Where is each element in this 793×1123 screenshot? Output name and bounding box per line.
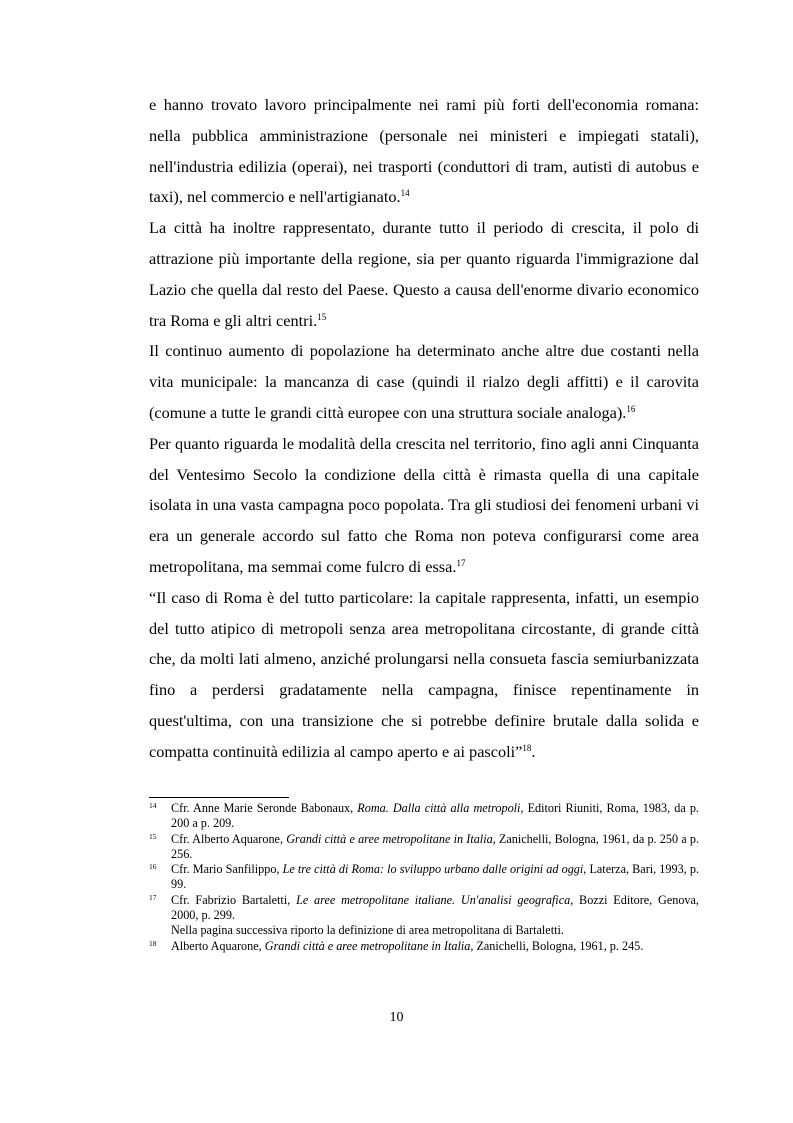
cited-title: Roma. Dalla città alla metropoli,	[357, 801, 524, 815]
cited-title: Grandi città e aree metropolitane in Italia,	[264, 938, 474, 953]
footnote: 15 Cfr. Alberto Aquarone, Grandi città e aree metropolitane in Italia, Zanichelli, Bologna, 1961, da p. 250 a p. 256.	[149, 832, 699, 863]
footnote: 17 Cfr. Fabrizio Bartaletti, Le aree metropolitane italiane. Un'analisi geografica, Bozzi Editore, Genova, 2000, p. 299.	[149, 893, 699, 924]
footnote-number: 18	[149, 938, 157, 948]
body-text	[149, 90, 699, 768]
cited-title: Grandi città e aree metropolitane in Italia	[286, 831, 493, 846]
footnote-number: 17	[149, 892, 157, 902]
footnote-continuation: Nella pagina successiva riporto la definizione di area metropolitana di Bartaletti.	[171, 923, 564, 938]
paragraph-quote: “Il caso di Roma è del tutto particolare: la capitale rappresenta, infatti, un esempio del tutto atipico di metropoli senza area metropolitana circostante, di grande città che, da molti lati almeno, anziché prolungarsi nella consueta fascia semiurbanizzata fino a perdersi gradatamente nella campagna, finisce repentinamente in quest'ultima, con una transizione che si potrebbe definire brutale dalla solida e compatta continuità edilizia al campo aperto e ai pascoli”$^{18}$.	[149, 587, 699, 761]
cited-title: Le tre città di Roma: lo sviluppo urbano dalle origini ad oggi,	[282, 862, 587, 877]
paragraph: Per quanto riguarda le modalità della crescita nel territorio, fino agli anni Cinquanta del Ventesimo Secolo la condizione della città è rimasta quella di una capitale isolata in una vasta campagna poco popolata. Tra gli studiosi dei fenomeni urbani vi era un generale accordo sul fatto che Roma non poteva configurarsi come area metropolitana, ma semmai come fulcro di essa.$^{17}$	[149, 433, 699, 576]
paragraph: Il continuo aumento di popolazione ha determinato anche altre due costanti nella vita municipale: la mancanza di case (quindi il rialzo degli affitti) e il carovita (comune a tutte le grandi città europee con una struttura sociale analoga).$^{16}$	[149, 341, 699, 422]
footnote-ref[interactable]: 15	[317, 311, 327, 322]
footnote-divider	[149, 797, 289, 798]
footnote: 14 Cfr. Anne Marie Seronde Babonaux, Roma. Dalla città alla metropoli, Editori Riuniti, Roma, 1983, da p. 200 a p. 209.	[149, 801, 699, 832]
footnote-ref[interactable]: 18	[522, 742, 532, 753]
footnote-number: 14	[149, 801, 157, 810]
paragraph: La città ha inoltre rappresentato, durante tutto il periodo di crescita, il polo di attrazione più importante della regione, sia per quanto riguarda l'immigrazione dal Lazio che quella dal resto del Paese. Questo a causa dell'enorme divario economico tra Roma e gli altri centri.$^{15}$	[149, 218, 699, 330]
paragraph: e hanno trovato lavoro principalmente nei rami più forti dell'economia romana: nella pubblica amministrazione (personale nei ministeri e impiegati statali), nell'industria edilizia (operai), nei trasporti (conduttori di tram, autisti di autobus e taxi), nel commercio e nell'artigianato.$^{14}$	[149, 95, 699, 207]
footnote: 16 Cfr. Mario Sanfilippo, Le tre città di Roma: lo sviluppo urbano dalle origini ad oggi, Laterza, Bari, 1993, p. 99.	[149, 862, 699, 893]
footnote: 18 Alberto Aquarone, Grandi città e aree metropolitane in Italia, Zanichelli, Bologna, 1961, p. 245.	[149, 939, 699, 954]
footnote-number: 15	[149, 831, 157, 841]
cited-title: Le aree metropolitane italiane. Un'analisi geografica	[296, 892, 571, 907]
footnote-ref[interactable]: 14	[400, 188, 410, 199]
page-number: 10	[389, 1010, 404, 1025]
footnote-ref[interactable]: 16	[626, 403, 636, 414]
footnote-ref[interactable]: 17	[456, 557, 466, 568]
footnotes	[149, 801, 699, 954]
footnote-number: 16	[149, 862, 157, 872]
